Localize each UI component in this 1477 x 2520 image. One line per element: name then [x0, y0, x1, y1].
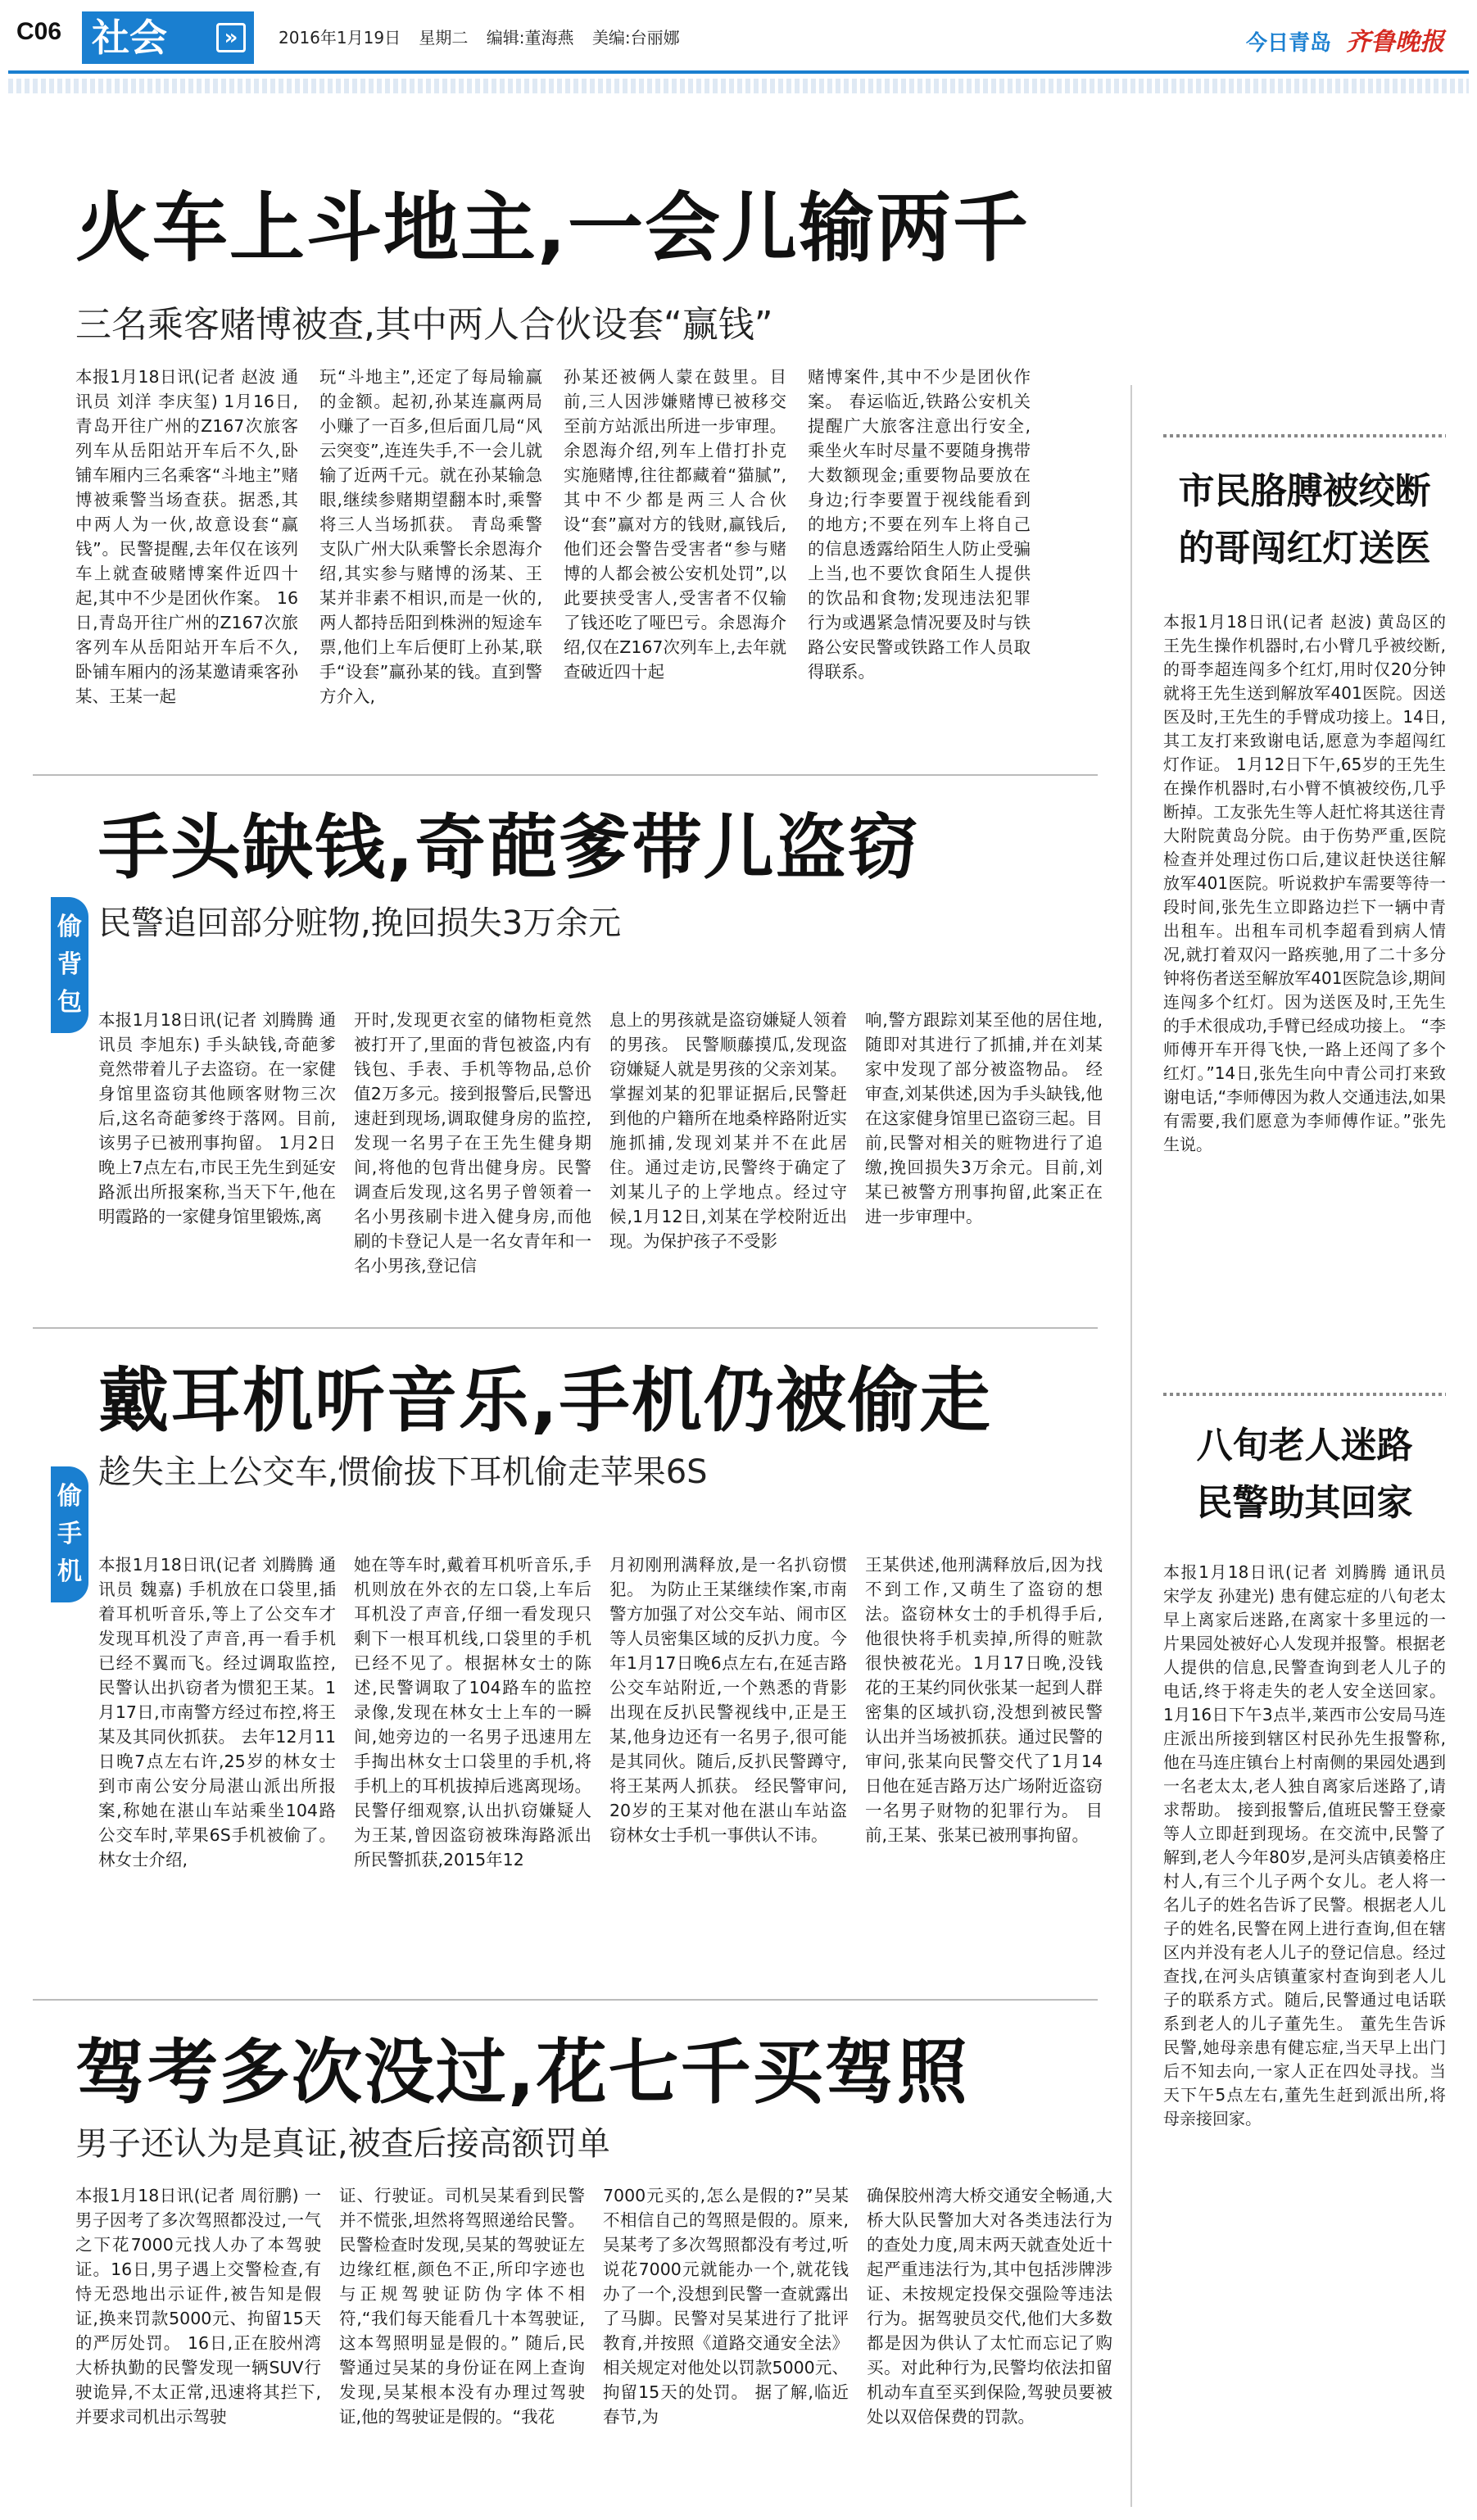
side2-headline — [1155, 1417, 1454, 1532]
article2-col-2: 开时,发现更衣室的储物柜竟然被打开了,里面的背包被盗,内有钱包、手表、手机等物品,总价值2万多元。接到报警后,民警迅速赶到现场,调取健身房的监控,发现一名男子在王先生健身期间,将他的包背出健身房。民警调查后发现,这名男子曾领着一名小男孩刷卡进入健身房,而他刷的卡登记人是一名女青年和一名小男孩,登记信 — [354, 1010, 591, 1276]
article2-col-1: 本报1月18日讯(记者 刘腾腾 通讯员 李旭东) 手头缺钱,奇葩爹竟然带着儿子去盗窃。在一家健身馆里盗窃其他顾客财物三次后,这名奇葩爹终于落网。目前,该男子已被刑事拘留。 1月2日晚上7点左右,市民王先生到延安路派出所报案称,当天下午,他在明霞路的一家健身馆里锻炼,离 — [98, 1010, 336, 1226]
side1-body: 本报1月18日讯(记者 赵波) 黄岛区的王先生操作机器时,右小臂几乎被绞断,的哥李超连闯多个红灯,用时仅20分钟就将王先生送到解放军401医院。因送医及时,王先生的手臂成功接上。14日,其工友打来致谢电话,愿意为李超闯红灯作证。 1月12日下午,65岁的王先生在操作机器时,右小臂不慎被绞伤,几乎断掉。工友张先生等人赶忙将其送往青大附院黄岛分院。由于伤势严重,医院检查并处理过伤口后,建议赶快送往解放军401医院。听说救护车需要等待一段时间,张先生立即路边拦下一辆中青出租车。出租车司机李超看到病人情况,就打着双闪一路疾驰,用了二十多分钟将伤者送至解放军401医院急诊,期间连闯多个红灯。因为送医及时,王先生的手术很成功,手臂已经成功接上。 “李师傅开车开得飞快,一路上还闯了多个红灯。”14日,张先生向中青公司打来致谢电话,“李师傅因为救人交通违法,如果有需要,我们愿意为李师傅作证。”张先生说。 — [1163, 612, 1446, 1154]
brand-logo: 齐鲁晚报 — [1346, 28, 1444, 57]
side1-headline-line: 市民胳膊被绞断 — [1178, 470, 1431, 512]
article1-col-3: 孙某还被俩人蒙在鼓里。目前,三人因涉嫌赌博已被移交至前方站派出所进一步审理。 余恩海介绍,列车上借打扑克实施赌博,往往都藏着“猫腻”,其中不少都是两三人合伙设“套”赢对方的钱财,赢钱后,他们还会警告受害者“参与赌博的人都会被公安机处罚”,以此要挟受害人,受害者不仅输了钱还吃了哑巴亏。余恩海介绍,仅在Z167次列车上,去年就查破近四十起 — [564, 367, 786, 682]
tab-char: 包 — [57, 988, 82, 1017]
article3-col-3: 月初刚刑满释放,是一名扒窃惯犯。 为防止王某继续作案,市南警方加强了对公交车站、闹市区等人员密集区域的反扒力度。今年1月17日晚6点左右,在延吉路公交车站附近,一个熟悉的背影出现在反扒民警视线中,正是王某,他身边还有一名男子,很可能是其同伙。随后,反扒民警蹲守,将王某两人抓获。 经民警审问,20岁的王某对他在湛山车站盗窃林女士手机一事供认不讳。 — [609, 1555, 847, 1845]
tab-steal-bag — [51, 897, 88, 1033]
sidebar-separator — [1130, 385, 1132, 2507]
article1-subhead: 三名乘客赌博被查,其中两人合伙设套“赢钱” — [75, 304, 773, 346]
double-chevron-icon: » — [216, 23, 246, 52]
page-number: C06 — [16, 18, 62, 45]
tab-steal-phone — [51, 1466, 88, 1602]
article4-subhead: 男子还认为是真证,被查后接高额罚单 — [75, 2125, 610, 2163]
header-pattern — [8, 79, 1469, 93]
section-label: 社会 — [92, 16, 167, 60]
tab-char: 偷 — [57, 1482, 82, 1511]
article1-col-1: 本报1月18日讯(记者 赵波 通讯员 刘洋 李庆玺) 1月16日,青岛开往广州的Z167次旅客列车从岳阳站开车后不久,卧铺车厢内三名乘客“斗地主”赌博被乘警当场查获。据悉,其中两人为一伙,故意设套“赢钱”。民警提醒,去年仅在该列车上就查破赌博案件近四十起,其中不少是团伙作案。 16日,青岛开往广州的Z167次旅客列车从岳阳站开车后不久,卧铺车厢内的汤某邀请乘客孙某、王某一起 — [75, 367, 298, 706]
article3-headline: 戴耳机听音乐,手机仍被偷走 — [98, 1360, 992, 1442]
divider — [33, 1999, 1098, 2001]
divider — [33, 1327, 1098, 1329]
side1-headline — [1155, 463, 1454, 578]
article2-subhead: 民警追回部分赃物,挽回损失3万余元 — [98, 904, 622, 942]
article2-headline: 手头缺钱,奇葩爹带儿盗窃 — [98, 807, 920, 889]
side2-headline-line: 八旬老人迷路 — [1196, 1425, 1413, 1466]
side1-headline-line: 的哥闯红灯送医 — [1178, 528, 1431, 569]
article2-col-4: 响,警方跟踪刘某至他的居住地,随即对其进行了抓捕,并在刘某家中发现了部分被盗物品。 经审查,刘某供述,因为手头缺钱,他在这家健身馆里已盗窃三起。目前,民警对相关的赃物进行了追缴,挽回损失3万余元。目前,刘某已被警方刑事拘留,此案正在进一步审理中。 — [865, 1010, 1103, 1226]
article2-col-3: 息上的男孩就是盗窃嫌疑人领着的男孩。 民警顺藤摸瓜,发现盗窃嫌疑人就是男孩的父亲刘某。掌握刘某的犯罪证据后,民警赶到他的户籍所在地桑梓路附近实施抓捕,发现刘某并不在此居住。通过走访,民警终于确定了刘某儿子的上学地点。经过守候,1月12日,刘某在学校附近出现。为保护孩子不受影 — [609, 1010, 847, 1251]
article4-headline: 驾考多次没过,花七千买驾照 — [75, 2032, 969, 2114]
divider — [33, 774, 1098, 776]
article3-col-2: 她在等车时,戴着耳机听音乐,手机则放在外衣的左口袋,上车后耳机没了声音,仔细一看发现只剩下一根耳机线,口袋里的手机已经不见了。根据林女士的陈述,民警调取了104路车的监控录像,发现在林女士上车的一瞬间,她旁边的一名男子迅速用左手掏出林女士口袋里的手机,将手机上的耳机拔掉后逃离现场。民警仔细观察,认出扒窃嫌疑人为王某,曾因盗窃被珠海路派出所民警抓获,2015年12 — [354, 1555, 591, 1870]
header-rule — [8, 70, 1469, 74]
article4-col-3: 7000元买的,怎么是假的?”吴某不相信自己的驾照是假的。原来,吴某考了多次驾照都没有考过,听说花7000元就能办一个,就花钱办了一个,没想到民警一查就露出了马脚。民警对吴某进行了批评教育,并按照《道路交通安全法》相关规定对他处以罚款5000元、拘留15天的处罚。 据了解,临近春节,为 — [603, 2186, 849, 2427]
tab-char: 偷 — [57, 913, 82, 941]
tab-char: 机 — [57, 1557, 82, 1586]
article3-subhead: 趁失主上公交车,惯偷拔下耳机偷走苹果6S — [98, 1453, 708, 1491]
tab-char: 手 — [57, 1520, 82, 1548]
date-meta: 2016年1月19日 星期二 编辑:董海燕 美编:台丽娜 — [279, 28, 680, 48]
masthead-right — [1246, 21, 1444, 57]
section-tag — [82, 11, 254, 64]
dotted-rule — [1163, 1393, 1446, 1396]
side2-headline-line: 民警助其回家 — [1196, 1482, 1413, 1524]
tab-char: 背 — [57, 950, 82, 979]
article1-col-2: 玩“斗地主”,还定了每局输赢的金额。起初,孙某连赢两局小赚了一百多,但后面几局“风云突变”,连连失手,不一会儿就输了近两千元。就在孙某输急眼,继续参赌期望翻本时,乘警将三人当场抓获。 青岛乘警支队广州大队乘警长余恩海介绍,其实参与赌博的汤某、王某并非素不相识,而是一伙的,两人都持岳阳到株洲的短途车票,他们上车后便盯上孙某,联手“设套”赢孙某的钱。直到警方介入, — [319, 367, 542, 706]
article4-col-1: 本报1月18日讯(记者 周衍鹏) 一男子因考了多次驾照都没过,一气之下花7000元找人办了本驾驶证。16日,男子遇上交警检查,有恃无恐地出示证件,被告知是假证,换来罚款5000元、拘留15天的严厉处罚。 16日,正在胶州湾大桥执勤的民警发现一辆SUV行驶诡异,不太正常,迅速将其拦下,并要求司机出示驾驶 — [75, 2186, 321, 2427]
article4-col-2: 证、行驶证。司机吴某看到民警并不慌张,坦然将驾照递给民警。民警检查时发现,吴某的驾驶证左边缘红框,颜色不正,所印字迹也与正规驾驶证防伪字体不相符,“我们每天能看几十本驾驶证,这本驾照明显是假的。” 随后,民警通过吴某的身份证在网上查询发现,吴某根本没有办理过驾驶证,他的驾驶证是假的。“我花 — [339, 2186, 585, 2427]
article4-col-4: 确保胶州湾大桥交通安全畅通,大桥大队民警加大对各类违法行为的查处力度,周末两天就查处近十起严重违法行为,其中包括涉牌涉证、未按规定投保交强险等违法行为。据驾驶员交代,他们大多数都是因为供认了太忙而忘记了购买。对此种行为,民警均依法扣留机动车直至买到保险,驾驶员要被处以双倍保费的罚款。 — [867, 2186, 1112, 2427]
side2-body: 本报1月18日讯(记者 刘腾腾 通讯员 宋学友 孙建光) 患有健忘症的八旬老太早上离家后迷路,在离家十多里远的一片果园处被好心人发现并报警。根据老人提供的信息,民警查询到老人儿子的电话,终于将走失的老人安全送回家。 1月16日下午3点半,莱西市公安局马连庄派出所接到辖区村民孙先生报警称,他在马连庄镇台上村南侧的果园处遇到一名老太太,老人独自离家后迷路了,请求帮助。 接到报警后,值班民警王登豪等人立即赶到现场。在交流中,民警了解到,老人今年80岁,是河头店镇姜格庄村人,有三个儿子两个女儿。老人将一名儿子的姓名告诉了民警。根据老人儿子的姓名,民警在网上进行查询,但在辖区内并没有老人儿子的登记信息。经过查找,在河头店镇董家村查询到老人儿子的联系方式。随后,民警通过电话联系到老人的儿子董先生。 董先生告诉民警,她母亲患有健忘症,当天早上出门后不知去向,一家人正在四处寻找。当天下午5点左右,董先生赶到派出所,将母亲接回家。 — [1163, 1562, 1446, 2128]
article3-col-1: 本报1月18日讯(记者 刘腾腾 通讯员 魏嘉) 手机放在口袋里,插着耳机听音乐,等上了公交车才发现耳机没了声音,再一看手机已经不翼而飞。经过调取监控,民警认出扒窃者为惯犯王某。1月17日,市南警方经过布控,将王某及其同伙抓获。 去年12月11日晚7点左右许,25岁的林女士到市南公安分局湛山派出所报案,称她在湛山车站乘坐104路公交车时,苹果6S手机被偷了。林女士介绍, — [98, 1555, 336, 1870]
dotted-rule — [1163, 434, 1446, 437]
article3-col-4: 王某供述,他刑满释放后,因为找不到工作,又萌生了盗窃的想法。盗窃林女士的手机得手后,他很快将手机卖掉,所得的赃款很快被花光。1月17日晚,没钱花的王某约同伙张某一起到人群密集的区域扒窃,没想到被民警认出并当场被抓获。通过民警的审问,张某向民警交代了1月14日他在延吉路万达广场附近盗窃一名男子财物的犯罪行为。 目前,王某、张某已被刑事拘留。 — [865, 1555, 1103, 1845]
article1-headline: 火车上斗地主,一会儿输两千 — [75, 184, 1030, 272]
region-label: 今日青岛 — [1245, 31, 1331, 56]
article1-col-4: 赌博案件,其中不少是团伙作案。 春运临近,铁路公安机关提醒广大旅客注意出行安全,乘坐火车时尽量不要随身携带大数额现金;重要物品要放在身边;行李要置于视线能看到的地方;不要在列车上将自己的信息透露给陌生人防止受骗上当,也不要饮食陌生人提供的饮品和食物;发现违法犯罪行为或遇紧急情况要及时与铁路公安民警或铁路工作人员取得联系。 — [808, 367, 1031, 682]
